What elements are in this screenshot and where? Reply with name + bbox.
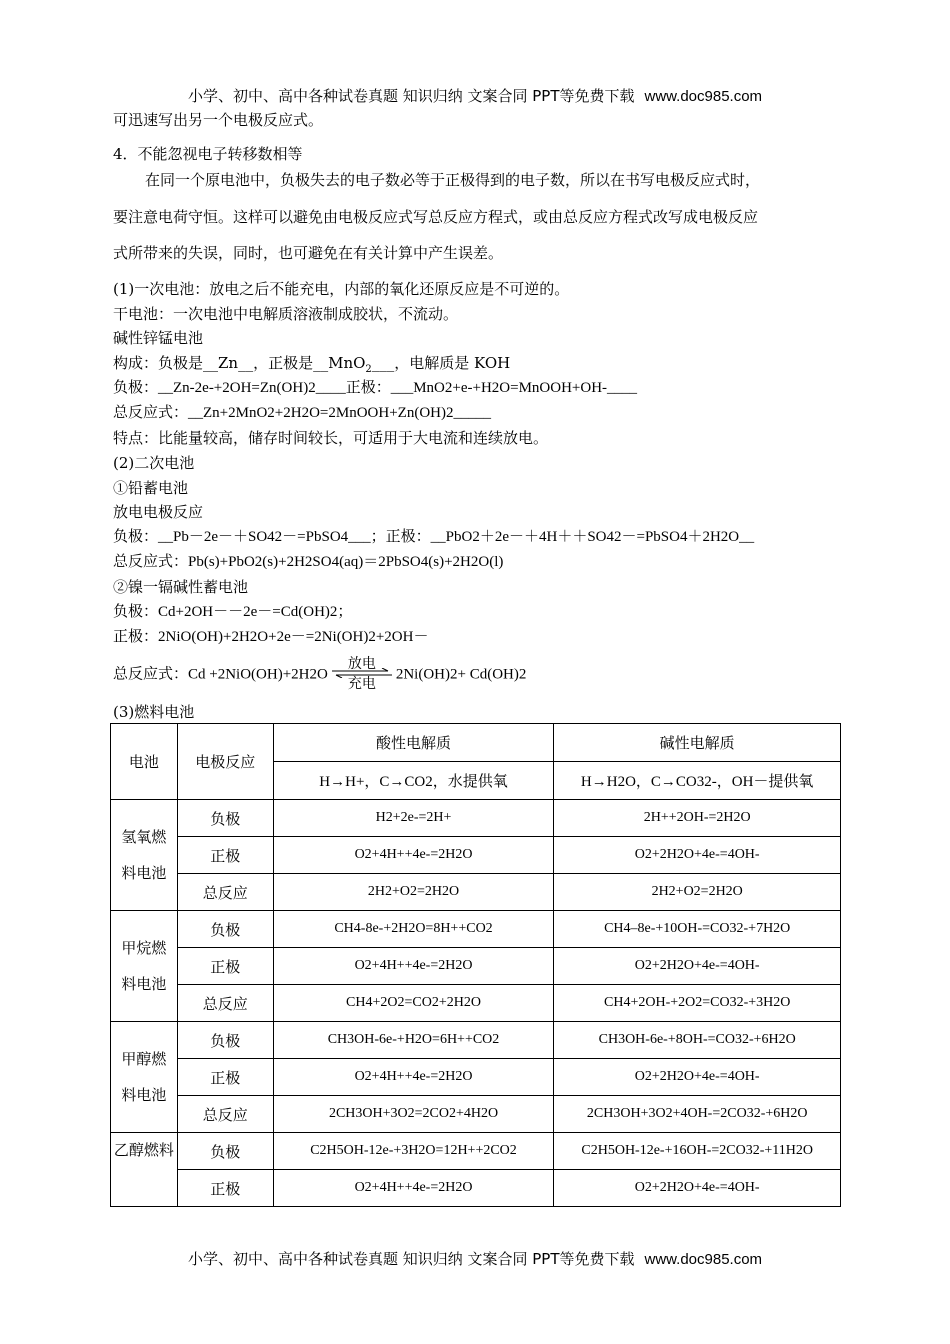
table-row xyxy=(111,837,841,874)
battery-name-line: 料电池 xyxy=(121,1086,167,1104)
battery-name-cell xyxy=(111,800,178,911)
acid-reaction-cell: O2+4H++4e-=2H2O xyxy=(273,1059,554,1096)
table-row xyxy=(111,911,841,948)
battery-name-line: 乙醇燃料 xyxy=(113,1141,174,1159)
acid-reaction-cell: CH4-8e-+2H2O=8H++CO2 xyxy=(273,911,554,948)
table-row xyxy=(111,948,841,985)
electrode-line: 负极：__Zn-2e-+2OH=Zn(OH)2____正极：___MnO2+e-+H2O=MnOOH+OH-____ xyxy=(113,380,638,396)
reaction-label-cell: 总反应 xyxy=(177,1096,273,1133)
table-row xyxy=(111,1059,841,1096)
reaction-label-cell: 正极 xyxy=(177,837,273,874)
composition-post: ___，电解质是 KOH xyxy=(371,354,511,372)
base-reaction-cell: O2+2H2O+4e-=4OH- xyxy=(554,837,841,874)
text-line: (1)一次电池：放电之后不能充电，内部的氧化还原反应是不可逆的。 xyxy=(113,280,570,298)
battery-name-cell xyxy=(111,1133,178,1207)
acid-reaction-cell: O2+4H++4e-=2H2O xyxy=(273,948,554,985)
total-pre: 总反应式：Cd +2NiO(OH)+2H2O xyxy=(113,666,328,683)
table-row xyxy=(111,800,841,837)
text-line: (2)二次电池 xyxy=(113,454,195,472)
table-row xyxy=(111,985,841,1022)
acid-reaction-cell: O2+4H++4e-=2H2O xyxy=(273,1170,554,1207)
acid-reaction-cell: C2H5OH-12e-+3H2O=12H++2CO2 xyxy=(273,1133,554,1170)
electrode-line: 负极：Cd+2OH－－2e－=Cd(OH)2； xyxy=(113,604,353,620)
header-text: 小学、初中、高中各种试卷真题 知识归纳 文案合同 PPT等免费下载 xyxy=(187,87,635,105)
table-row xyxy=(111,1096,841,1133)
total-post: 2Ni(OH)2+ Cd(OH)2 xyxy=(395,666,527,683)
battery-name-line: 甲烷燃 xyxy=(121,939,167,957)
footer-text: 小学、初中、高中各种试卷真题 知识归纳 文案合同 PPT等免费下载 xyxy=(187,1250,635,1268)
footer-url[interactable]: www.doc985.com xyxy=(644,1251,763,1268)
reaction-label-cell: 负极 xyxy=(177,1133,273,1170)
battery-name-line: 甲醇燃 xyxy=(121,1050,167,1068)
electrode-line: 正极：2NiO(OH)+2H2O+2e－=2Ni(OH)2+2OH－ xyxy=(113,629,429,645)
page-header xyxy=(0,85,950,106)
base-reaction-cell: 2CH3OH+3O2+4OH-=2CO32-+6H2O xyxy=(554,1096,841,1133)
fuel-cell-table xyxy=(110,723,841,1207)
reaction-label-cell: 正极 xyxy=(177,948,273,985)
composition-pre: 构成：负极是__Zn__，正极是__MnO xyxy=(113,354,366,372)
section-heading: 4．不能忽视电子转移数相等 xyxy=(113,145,303,163)
arrow-top-label: 放电 xyxy=(347,657,376,672)
header-url[interactable]: www.doc985.com xyxy=(644,88,763,105)
header-base: 碱性电解质 xyxy=(554,724,841,762)
reaction-label-cell: 总反应 xyxy=(177,985,273,1022)
text-line: 特点：比能量较高，储存时间较长，可适用于大电流和连续放电。 xyxy=(113,429,549,447)
arrow-bottom-label: 充电 xyxy=(347,677,376,692)
base-reaction-cell: O2+2H2O+4e-=4OH- xyxy=(554,1059,841,1096)
base-reaction-cell: CH4–8e-+10OH-=CO32-+7H2O xyxy=(554,911,841,948)
text-line: ①铅蓄电池 xyxy=(113,479,189,497)
total-reaction-line: 总反应式：Pb(s)+PbO2(s)+2H2SO4(aq)＝2PbSO4(s)+2H2O(l) xyxy=(113,554,504,570)
acid-reaction-cell: O2+4H++4e-=2H2O xyxy=(273,837,554,874)
acid-reaction-cell: 2H2+O2=2H2O xyxy=(273,874,554,911)
electrode-line: 负极：__Pb－2e－＋SO42－=PbSO4___；正极：__PbO2＋2e－＋4H＋＋SO42－=PbSO4＋2H2O__ xyxy=(113,529,755,545)
paragraph-line: 要注意电荷守恒。这样可以避免由电极反应式写总反应方程式，或由总反应方程式改写成电极反应 xyxy=(113,208,759,226)
reaction-label-cell: 负极 xyxy=(177,911,273,948)
base-reaction-cell: CH3OH-6e-+8OH-=CO32-+6H2O xyxy=(554,1022,841,1059)
text-line: 放电电极反应 xyxy=(113,503,204,521)
battery-name-cell xyxy=(111,1022,178,1133)
header-reaction: 电极反应 xyxy=(177,724,273,800)
base-reaction-cell: C2H5OH-12e-+16OH-=2CO32-+11H2O xyxy=(554,1133,841,1170)
base-reaction-cell: O2+2H2O+4e-=4OH- xyxy=(554,948,841,985)
header-battery: 电池 xyxy=(111,724,178,800)
text-line: 干电池：一次电池中电解质溶液制成胶状，不流动。 xyxy=(113,305,459,323)
battery-name-line: 料电池 xyxy=(121,864,167,882)
table-row xyxy=(111,1022,841,1059)
header-acid: 酸性电解质 xyxy=(273,724,554,762)
table-row xyxy=(111,1133,841,1170)
base-reaction-cell: O2+2H2O+4e-=4OH- xyxy=(554,1170,841,1207)
text-line: 构成：负极是__Zn__，正极是__MnO$_2$___，电解质是 KOH xyxy=(113,354,511,375)
text-line: 碱性锌锰电池 xyxy=(113,329,204,347)
base-reaction-cell: CH4+2OH-+2O2=CO32-+3H2O xyxy=(554,985,841,1022)
acid-reaction-cell: 2CH3OH+3O2=2CO2+4H2O xyxy=(273,1096,554,1133)
total-reaction-line xyxy=(113,658,526,692)
total-reaction-line: 总反应式：__Zn+2MnO2+2H2O=2MnOOH+Zn(OH)2_____ xyxy=(113,405,491,421)
text-line: (3)燃料电池 xyxy=(113,703,195,721)
paragraph-line: 在同一个原电池中，负极失去的电子数必等于正极得到的电子数，所以在书写电极反应式时， xyxy=(145,171,761,189)
acid-reaction-cell: CH4+2O2=CO2+2H2O xyxy=(273,985,554,1022)
acid-reaction-cell: CH3OH-6e-+H2O=6H++CO2 xyxy=(273,1022,554,1059)
reaction-label-cell: 正极 xyxy=(177,1170,273,1207)
paragraph-line: 式所带来的失误，同时，也可避免在有关计算中产生误差。 xyxy=(113,244,504,262)
table-row xyxy=(111,1170,841,1207)
reaction-label-cell: 负极 xyxy=(177,1022,273,1059)
battery-name-line: 料电池 xyxy=(121,975,167,993)
reversible-arrow-icon xyxy=(332,658,392,692)
table-row xyxy=(111,874,841,911)
base-note: H→H2O，C→CO32-，OH－提供氧 xyxy=(554,762,841,800)
reaction-label-cell: 正极 xyxy=(177,1059,273,1096)
base-reaction-cell: 2H++2OH-=2H2O xyxy=(554,800,841,837)
acid-reaction-cell: H2+2e-=2H+ xyxy=(273,800,554,837)
text-line: ②镍一镉碱性蓄电池 xyxy=(113,578,249,596)
battery-name-line: 氢氧燃 xyxy=(121,828,167,846)
base-reaction-cell: 2H2+O2=2H2O xyxy=(554,874,841,911)
text-line: 可迅速写出另一个电极反应式。 xyxy=(113,111,324,129)
page-footer xyxy=(0,1248,950,1269)
acid-note: H→H+，C→CO2，水提供氧 xyxy=(273,762,554,800)
battery-name-cell xyxy=(111,911,178,1022)
reaction-label-cell: 总反应 xyxy=(177,874,273,911)
reaction-label-cell: 负极 xyxy=(177,800,273,837)
